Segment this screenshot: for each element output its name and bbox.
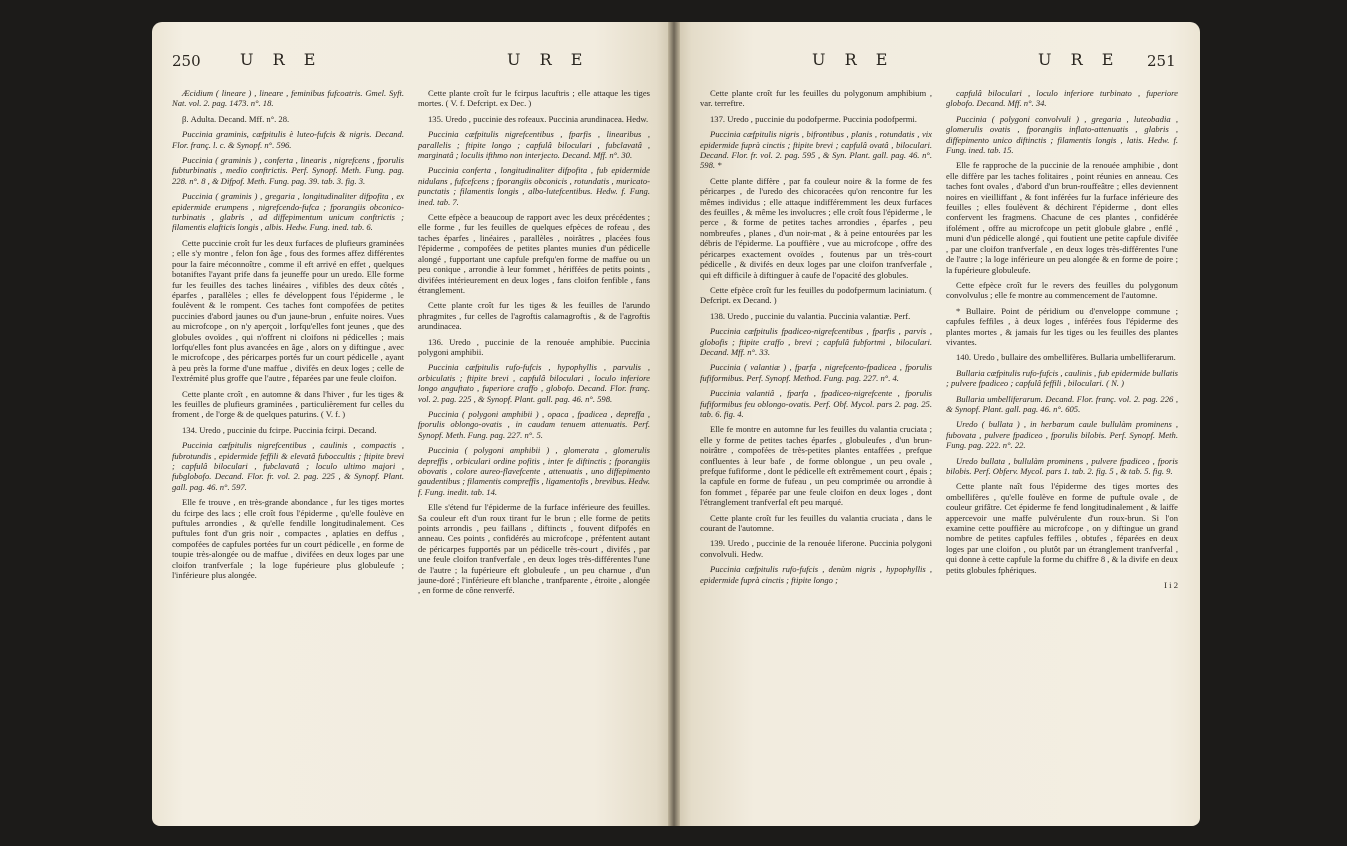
right-column-1 [700, 88, 932, 590]
paragraph: Æcidium ( lineare ) , lineare , feminibus fufcoatris. Gmel. Syft. Nat. vol. 2. pag. 1473. n°. 18. [172, 88, 404, 109]
paragraph: Puccinia ( polygoni amphibii ) , opaca , fpadicea , depreffa , fporulis oblongo-ovatis , in caudam tenuem attenuatis. Perf. Synopf. Meth. Fung. pag. 227. n°. 5. [418, 408, 650, 440]
right-running-head-a: U R E [812, 50, 895, 69]
paragraph: Cette efpèce croît fur les feuilles du podofpermum laciniatum. ( Defcript. ex Decand. ) [700, 284, 932, 306]
paragraph: Puccinia cæfpitulis rufo-fufcis , hypophyllis , parvulis , orbiculatis ; ftipite brevi , capfulâ biloculari , loculo inferiore longo anguftato , fuperiore craffo , globofo. Decand. Flor. franç. vol. 2. pag. 225 , & Synopf. Plant. gall. pag. 46. n°. 598. [418, 362, 650, 404]
paragraph: Cette efpèce croît fur le revers des feuilles du polygonum convolvulus ; elle fe montre au commencement de l'automne. [946, 279, 1178, 301]
book-gutter [668, 22, 680, 826]
paragraph: Uredo ( bullata ) , in herbarum caule bullulàm prominens , fubovata , pulvere fpadiceo , fporulis bilobis. Perf. Synopf. Meth. Fung. pag. 222. n°. 22. [946, 419, 1178, 451]
paragraph: Puccinia ( polygoni convolvuli ) , gregaria , luteobadia , glomerulis ovatis , fporangiis inflato-attenuatis , glabris , diffepimento unico diftinctis ; filamentis longis , latis. Hedw. f. Fung. ined. tab. 15. [946, 113, 1178, 156]
paragraph: 137. Uredo , puccinie du podofperme. Puccinia podofpermi. [710, 113, 917, 124]
paragraph: Uredo bullata , bullulàm prominens , pulvere fpadiceo , fporis bilobis. Perf. Obferv. Mycol. pars 1. tab. 2. fig. 5 , & tab. 5. fig. 9. [946, 455, 1178, 476]
paragraph: Puccinia cæfpitulis nigrefcentibus , fparfis , linearibus , parallelis ; ftipite longo ; capfulâ biloculari , fubclavatâ , marginatâ ; loculis ifthmo non interjecto. Decand. Mff. n°. 30. [418, 129, 650, 161]
paragraph: Bullaria umbelliferarum. Decand. Flor. franç. vol. 2. pag. 226 , & Synopf. Plant. gall. pag. 46. n°. 605. [946, 393, 1178, 414]
paragraph: Elle fe montre en automne fur les feuilles du valantia cruciata ; elle y forme de petites taches éparfes , globuleufes , d'un brun-noirâtre , compofées de très-petites plantes entaffées , prefque confluentes à leur bafe , de forme oblongue , un peu ovale , prefque fufiforme , dont le pédicelle eft extrêmement court , épais ; la capfule en forme de fufeau , un peu comprimée ou arrondie à fon fommet , féparée par une feule cloifon en deux loges , dont l'étranglement tranfverfal eft peu marqué. [700, 424, 932, 508]
paragraph: Puccinia ( valantiæ ) , fparfa , nigrefcento-fpadicea , fporulis fufiformibus. Perf. Synopf. Method. Fung. pag. 227. n°. 4. [700, 362, 932, 383]
paragraph: 134. Uredo , puccinie du fcirpe. Puccinia fcirpi. Decand. [182, 424, 377, 435]
paragraph: Cette plante croît fur le fcirpus lacuftris ; elle attaque les tiges mortes. ( V. f. Defcript. ex Dec. ) [418, 88, 650, 109]
left-column-1 [172, 88, 404, 585]
paragraph: 136. Uredo , puccinie de la renouée amphibie. Puccinia polygoni amphibii. [418, 336, 650, 357]
paragraph: 139. Uredo , puccinie de la renouée liferone. Puccinia polygoni convolvuli. Hedw. [700, 538, 932, 559]
paragraph: Cette plante croît , en automne & dans l'hiver , fur les tiges & les feuilles de plufieurs graminées , particulièrement fur celles du froment , de l'orge & de quelques paturins. ( V. f. ) [172, 388, 404, 420]
paragraph: Cette plante croît fur les feuilles du valantia cruciata , dans le courant de l'automne. [700, 512, 932, 534]
paragraph: Cette plante diffère , par fa couleur noire & la forme de fes péricarpes , de l'uredo des chicoracées qu'on rencontre fur les mêmes individus ; elle attaque indifféremment les deux furfaces des feuilles , & même les involucres ; elle croît fous l'épiderme , le perce , & forme de petites taches arrondies , éparfes , peu nombreufes , planes , d'un noir-mat , & à peine entourées par les débris de l'épiderme. La pouffière , vue au microfcope , offre des péricarpes exactement ovoïdes , foutenus par un très-court pédicelle , & divifés en deux loges par une cloifon tranfverfale , qui eft difficile à diftinguer à caufe de l'opacité des globules. [700, 175, 932, 280]
paragraph: Cette puccinie croît fur les deux furfaces de plufieurs graminées ; elle s'y montre , felon fon âge , fous des formes affez différentes pour la faire méconnoître , comme il eft arrivé en effet , quelques botaniftes l'ayant prife dans fa jeuneffe pour un uredo. Elle forme fur les feuilles des taches linéaires , vifibles des deux côtés , éparfes , parallèles ; elles fe développent fous l'épiderme , le foulèvent & le rompent. Ces taches font compofées de petites puccinies d'abord jaunes ou d'un jaune-brun , enfuite noires. Vues au microfcope , on n'y aperçoit , lorfqu'elles font jeunes , que des globules ovoïdes , qui n'offrent ni cloifons ni pédicelles ; mais lorfqu'elles font plus avancées en âge , alors on y diftingue , avec le microfcope , des péricarpes portés fur un court pédicelle , ayant à peu près la forme d'une maffue , divifés en deux loges ; celle de l'extrémité plus groffe que l'autre , féparées par une feule cloifon. [172, 237, 404, 384]
paragraph: * Bullaire. Point de péridium ou d'enveloppe commune ; capfules feffiles , à deux loges , inférées fous l'épiderme des plantes mortes , & jamais fur les tiges ou les feuilles des plantes vivantes. [946, 305, 1178, 347]
right-page-header [700, 48, 1180, 74]
paragraph: Cette plante croît fur les feuilles du polygonum amphibium , var. terreftre. [700, 88, 932, 109]
paragraph: Cette plante croît fur les tiges & les feuilles de l'arundo phragmites , fur celles de l'agroftis calamagroftis , & de l'agroftis arundinacea. [418, 300, 650, 332]
right-folio: 251 [1147, 52, 1176, 70]
paragraph: Bullaria cæfpitulis rufo-fufcis , caulinis , fub epidermide bullatis ; pulvere fpadiceo ; capfulâ feffili , biloculari. ( N. ) [946, 367, 1178, 389]
paragraph: Puccinia cæfpitulis fpadiceo-nigrefcentibus , fparfis , parvis , globofis ; ftipite craffo , brevi ; capfulâ fubfortmi , biloculari. Decand. Mff. n°. 33. [700, 326, 932, 357]
left-running-head-b: U R E [507, 50, 590, 69]
right-column-2 [946, 88, 1178, 595]
paragraph: Elle fe trouve , en très-grande abondance , fur les tiges mortes du fcirpe des lacs ; elle croît fous l'épiderme , qu'elle foulève en puftules arrondies , & qu'elle fendille longitudinalement. Ces puftules font d'un gris noir , compactes , aplaties en deffus , compofées de capfules portées fur un court pédicelle , en forme de toupie très-alongée ou de maffue , divifées en deux loges par une cloifon tranfverfale ; la loge fupérieure plus globuleufe ; l'inférieure plus alongée. [172, 497, 404, 581]
paragraph: Puccinia cæfpitulis nigrefcentibus , caulinis , compactis , fubrotundis , epidermide feffili & elevatâ fuboccultis ; ftipite brevi ; capfulâ biloculari , fubclavatâ ; loculo ultimo majori , fubglobofo. Decand. Flor. fr. vol. 2. pag. 225 , & Synopf. Plant. gall. pag. 46. n°. 597. [172, 440, 404, 492]
paragraph: Cette plante naît fous l'épiderme des tiges mortes des ombellifères , qu'elle foulève en forme de puftule ovale , de couleur grifâtre. Cet épiderme fe fend longitudinalement , & laiffe appercevoir une maffe pulvérulente d'un roux-brun. Si l'on examine cette pouffière au microfcope , on y diftingue un grand nombre de petites capfules feffiles , obtufes , féparées en deux loges par une cloifon , ou plutôt par un étranglement tranfverfal , qui donne à cette capfule la forme du chiffre 8 , & la divife en deux petits globules fphériques. [946, 481, 1178, 575]
paragraph: 140. Uredo , bullaire des ombellifères. Bullaria umbelliferarum. [956, 352, 1176, 363]
paragraph: Elle fe rapproche de la puccinie de la renouée amphibie , dont elle diffère par les taches folitaires , point réunies en anneau. Ces taches font ovales , d'abord d'un brun-rouffeâtre ; elles deviennent noires en vieilliffant , & font inférées fur la furface inférieure des feuilles ; elles foulèvent & déchirent l'épiderme , dont elles confervent les fragmens. Chacune de ces plantes , confidérée ifolément , offre au microfcope un petit globule glabre , enflé , muni d'un pédicelle alongé , qui foutient une petite capfule divifée , par une cloifon tranfverfale , en deux loges très-différentes l'une de l'autre ; la loge inférieure un peu alongée & en forme de poire ; la fupérieure globuleufe. [946, 160, 1178, 275]
paragraph: 135. Uredo , puccinie des rofeaux. Puccinia arundinacea. Hedw. [428, 113, 649, 124]
paragraph: 138. Uredo , puccinie du valantia. Puccinia valantiæ. Perf. [710, 310, 911, 321]
paragraph: Puccinia cæfpitulis rufo-fufcis , denùm nigris , hypophyllis , epidermide fuprà cinctis ; ftipite longo ; [700, 564, 932, 585]
paragraph: Puccinia ( graminis ) , gregaria , longitudinaliter difpofita , ex epidermide erumpens , nigrefcendo-fufca ; fporangiis obconico-turbinatis , glabris , ad diffepimentum unicum conftrictis ; filamentis elafticis longis , albis. Hedw. Fung. ined. tab. 6. [172, 191, 404, 233]
paragraph: Puccinia ( graminis ) , conferta , linearis , nigrefcens , fporulis fubturbinatis , medio conftrictis. Perf. Synopf. Meth. Fung. pag. 228. n°. 8 , & Difpof. Meth. Fung. pag. 39. tab. 3. fig. 3. [172, 155, 404, 186]
right-running-head-b: U R E [1038, 50, 1121, 69]
left-folio: 250 [172, 52, 201, 70]
paragraph: Puccinia conferta , longitudinaliter difpofita , fub epidermide nidulans , fufcefcens ; fporangiis obconicis , rotundatis , muricato-punctatis ; filamentis longis , albo-lutefcentibus. Hedw. f. Fung. ined. tab. 7. [418, 165, 650, 207]
paragraph: capfulâ biloculari , loculo inferiore turbinato , fuperiore globofo. Decand. Mff. n°. 34. [946, 88, 1178, 109]
signature-mark: I i 2 [1164, 580, 1178, 591]
paragraph: Cette efpèce a beaucoup de rapport avec les deux précédentes ; elle forme , fur les feuilles de quelques efpèces de rofeau , des taches éparfes , linéaires , parallèles , noirâtres , placées fous l'épiderme , compofées de petites plantes munies d'un pédicelle alongé , fupportant une capfule prefqu'en forme de maffue ou un peu conique , arrondie à leur fommet , hériffées de petits points , divifées intérieurement en deux loges , fans cloifon fenfible , fans étranglement. [418, 212, 650, 295]
left-page-header [172, 48, 662, 74]
paragraph: Puccinia cæfpitulis nigris , bifrontibus , planis , rotundatis , vix epidermide fuprà cinctis ; ftipite brevi ; capfulâ ovatâ , biloculari. Decand. Flor. fr. vol. 2. pag. 595 , & Syn. Plant. gall. pag. 46. n°. 598. * [700, 129, 932, 171]
paragraph: Elle s'étend fur l'épiderme de la furface inférieure des feuilles. Sa couleur eft d'un roux tirant fur le brun ; elle forme de petits points arrondis , peu faillans , diftincts , fouvent difpofés en anneau. Ces points , confidérés au microfcope , préfentent autant de péricarpes fupportés par un pédicelle très-court , divifés , par une feule cloifon tranfverfale , en deux loges très-différentes l'une de l'autre ; la fupérieure eft globuleufe , un peu charnue , d'un jaune-doré ; l'inférieure eft blanche , tranfparente , étroite , alongée , en forme de cône renverfé. [418, 502, 650, 596]
paragraph: Puccinia ( polygoni amphibii ) , glomerata , glomerulis depreffis , orbiculari ordine pofitis , inter fe diftinctis ; fporangiis obovatis , colore aureo-flavefcente , attenuatis , uno diffepimento gaudentibus ; filamentis compreffis , ligamentofis , brevibus. Hedw. f. Fung. inedit. tab. 14. [418, 445, 650, 497]
paragraph: Puccinia valantiâ , fparfa , fpadiceo-nigrefcente , fporulis fufiformibus feu oblongo-ovatis. Perf. Obf. Mycol. pars 2. pag. 25. tab. 6. fig. 4. [700, 388, 932, 419]
left-column-2 [418, 88, 650, 601]
paragraph: Puccinia graminis, cæfpitulis è luteo-fufcis & nigris. Decand. Flor. franç. l. c. & Synopf. n°. 596. [172, 129, 404, 150]
paragraph: β. Adulta. Decand. Mff. n°. 28. [182, 113, 290, 124]
left-running-head-a: U R E [240, 50, 323, 69]
